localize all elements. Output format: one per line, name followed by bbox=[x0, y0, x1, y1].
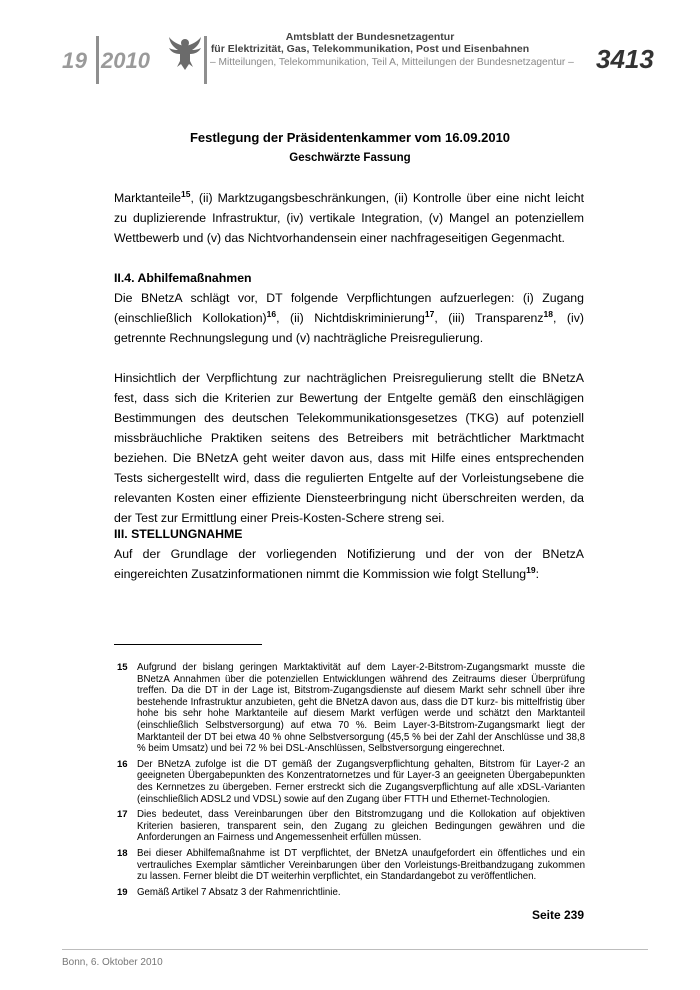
footnote-number: 18 bbox=[117, 847, 128, 859]
para2-text-c: , (iii) Transparenz bbox=[434, 311, 544, 325]
footnote-17 bbox=[117, 809, 585, 844]
para2-text-b: , (ii) Nichtdiskriminierung bbox=[276, 311, 425, 325]
footnote-ref-15[interactable]: 15 bbox=[180, 188, 191, 199]
footnote-text: Aufgrund der bislang geringen Marktaktivität auf dem Layer-2-Bitstrom-Zugangsmarkt musste die BNetzA Annahmen über die potenziellen Entwicklungen während des Zeitraums dieser Überprüfung treffen. Da die DT in der Lage ist, Bitstrom-Zugangsdienste auf diesem Markt sehr schnell über ihre bestehende Infrastruktur anzubieten, geht die BNetzA davon aus, dass die DT kurz- bis mittelfristig über hohe bis sehr hohe Marktanteile auf diesem Markt verfügen werde und schätzt den Marktanteil (einschließlich Selbstversorgung) auf etwa 70 %. Beim Layer-3-Bitstrom-Zugangsmarkt liegt der Marktanteil der DT bei etwa 40 % ohne Selbstversorgung (45,5 % bei der Zahl der Anschlüsse und 38,8 % beim Umsatz) und bei 72 % bei DSL-Anschlüssen, Selbstversorgung eingerechnet. bbox=[137, 662, 585, 755]
footnote-number: 15 bbox=[117, 662, 128, 673]
document-subtitle: Geschwärzte Fassung bbox=[289, 152, 411, 164]
publication-scope: für Elektrizität, Gas, Telekommunikation, Post und Eisenbahnen bbox=[210, 43, 530, 55]
para3-text: Hinsichtlich der Verpflichtung zur nachträglichen Preisregulierung stellt die BNetzA fest, dass sich die Kriterien zur Bewertung der Entgelte gemäß den einschlägigen Bestimmungen des deutschen Telekommunikationsgesetzes (TKG) auf potenziell missbräuchliche Praktiken seitens des Betreibers mit beträchtlicher Marktmacht beziehen. Die BNetzA geht weiter davon aus, dass mit Hilfe eines entsprechenden Tests sichergestellt wird, dass die regulierten Entgelte auf der Vorleistungsebene die relevanten Kosten einer effiziente Diensteerbringung nicht überschreiten werden, da der Test zur Ermittlung einer Preis-Kosten-Schere streng sei. bbox=[114, 371, 584, 525]
heading-statement: III. STELLUNGNAHME bbox=[114, 527, 243, 541]
publication-section: – Mitteilungen, Telekommunikation, Teil A, Mitteilungen der Bundesnetzagentur – bbox=[210, 57, 574, 68]
footnote-ref-16[interactable]: 16 bbox=[266, 308, 277, 319]
footnote-number: 19 bbox=[117, 886, 128, 898]
footer-separator bbox=[62, 949, 648, 950]
footnote-16 bbox=[117, 759, 585, 805]
federal-eagle-icon bbox=[168, 33, 202, 73]
footnote-18 bbox=[117, 848, 585, 883]
paragraph-statement bbox=[114, 544, 584, 584]
footnote-ref-19[interactable]: 19 bbox=[526, 564, 536, 575]
section-remedies bbox=[114, 268, 584, 348]
para1-text-b: , (ii) Marktzugangsbeschränkungen, (ii) Kontrolle über eine nicht leicht zu duplizierende Infrastruktur, (iv) vertikale Integration, (v) Mangel an potenziellem Wettbewerb und (v) das Nichtvorhandensein einer nachfrageseitigen Gegenmacht. bbox=[114, 191, 584, 245]
header-divider-2 bbox=[204, 36, 207, 84]
para1-text-a: Marktanteile bbox=[114, 191, 181, 205]
footnote-text: Bei dieser Abhilfemaßnahme ist DT verpflichtet, der BNetzA unaufgefordert ein öffentliches und ein vertrauliches Exemplar sämtlicher Vereinbarungen über den Vorleistungs-Breitbandzugang zukommen zu lassen. Ferner bleibt die DT weiterhin verpflichtet, ein Standardangebot zu veröffentlichen. bbox=[137, 847, 585, 883]
heading-remedies: II.4. Abhilfemaßnahmen bbox=[114, 271, 252, 285]
para2-text-a: Die BNetzA schlägt vor, DT folgende Verpflichtungen aufzuerlegen: (i) Zugang (einschließlich Kollokation) bbox=[114, 291, 584, 325]
document-title: Festlegung der Präsidentenkammer vom 16.09.2010 bbox=[189, 130, 511, 145]
footnote-number: 17 bbox=[117, 809, 128, 821]
footnote-ref-17[interactable]: 17 bbox=[424, 308, 435, 319]
para4-text-a: Auf der Grundlage der vorliegenden Notifizierung und der von der BNetzA eingereichten Zusatzinformationen nimmt die Kommission wie folgt Stellung bbox=[114, 547, 584, 581]
section-statement bbox=[114, 524, 584, 584]
publication-title: Amtsblatt der Bundesnetzagentur bbox=[285, 31, 455, 43]
page-number: 3413 bbox=[596, 44, 654, 74]
para2-text-d: , (iv) getrennte Rechnungslegung und (v) nachträgliche Preisregulierung. bbox=[114, 311, 584, 345]
footer-place-date: Bonn, 6. Oktober 2010 bbox=[62, 957, 163, 968]
footnote-ref-18[interactable]: 18 bbox=[543, 308, 553, 319]
paragraph-market-criteria bbox=[114, 188, 584, 248]
para4-text-b: : bbox=[535, 567, 540, 581]
page-label: Seite 239 bbox=[531, 908, 584, 922]
issue-year: 2010 bbox=[101, 48, 150, 73]
header-divider bbox=[96, 36, 99, 84]
footnote-text: Dies bedeutet, dass Vereinbarungen über den Bitstromzugang und die Kollokation auf objektiven Kriterien basieren, transparent sein, den Zugang zu gleichen Bedingungen gewähren und die Anforderungen an Fairness und Angemessenheit erfüllen müssen. bbox=[137, 809, 585, 844]
paragraph-remedies bbox=[114, 288, 584, 348]
footnote-separator bbox=[114, 644, 262, 645]
footnote-text: Der BNetzA zufolge ist die DT gemäß der Zugangsverpflichtung gehalten, Bitstrom für Layer-2 an geeigneten Übergabepunkten des Konzentratornetzes und für Layer-3 an geeigneten Übergabepunkten des Kernnetzes zu übergeben. Ferner erstreckt sich die Zugangsverpflichtung auf alle xDSL-Varianten (einschließlich ADSL2 und VDSL) sowie auf den Zugang über FTTH und Ethernet-Technologien. bbox=[137, 758, 585, 805]
issue-number: 19 bbox=[62, 48, 88, 73]
footnotes bbox=[117, 662, 585, 902]
footnote-text: Gemäß Artikel 7 Absatz 3 der Rahmenrichtlinie. bbox=[137, 886, 341, 898]
footnote-15 bbox=[117, 662, 585, 755]
paragraph-price-regulation bbox=[114, 368, 584, 528]
footnote-number: 16 bbox=[117, 758, 128, 770]
footnote-19 bbox=[117, 887, 585, 899]
